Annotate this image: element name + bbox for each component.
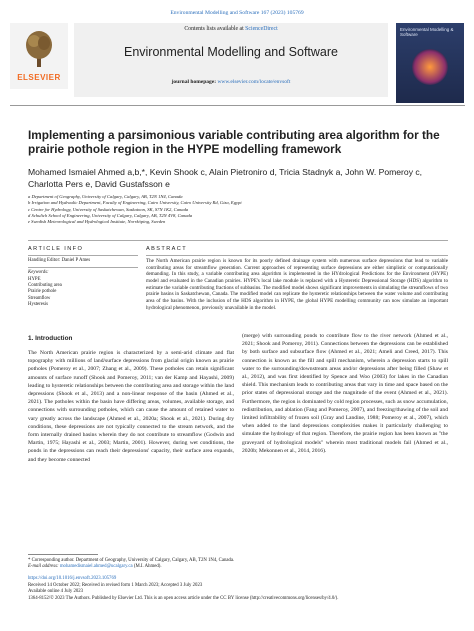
elsevier-logo[interactable] [10,23,68,89]
affiliation-item: c Centre for Hydrology, University of Saskatchewan, Saskatoon, SK, S7N 1K2, Canada [28,206,189,212]
intro-column-right: (merge) with surrounding ponds to contribute flow to the river network (Ahmed et al., 2021; Shook and Pomeroy, 2011). Connections between the depressions can be established by both surface and subsurface flow (Ahmed et al., 2021; Ameli and Creed, 2017). This connection is known as the fill and spill mechanism, wherein a depression starts to spill water to the surrounding/downstream areas and/or depressions after being filled (Shaw et al., 2012), and was first identified by Spence and Woo (2003) for lakes in the Canadian shield. This mechanism leads to contributing areas that vary in time and space based on the prior states of depressional storage and the magnitude of the event (Ahmed et al., 2021). Furthermore, the region is dominated by cold region processes, such as snow accumulation, redistribution, and ablation (Fang and Pomeroy, 2007), and freezing/thawing of the soil and limited infiltrability of frozen soil (Gray and Landine, 1988; Pomeroy et al., 2007), which when added to the land depressions complexities makes it particularly challenging to simulate the hydrology of that region. Therefore, the prairie region has been known as "the graveyard of hydrological models" wherein most traditional models fail (Ahmed et al., 2020b; Mekonnen et al., 2014, 2016). [242,333,448,454]
author-list[interactable]: Mohamed Ismaiel Ahmed a,b,*, Kevin Shook c, Alain Pietroniro d, Tricia Stadnyk a, John W. Pomeroy c, Charlotta Pers e, David Gustafsson e [28,167,423,189]
journal-reference[interactable]: Environmental Modelling and Software 167 (2023) 105769 [170,10,304,16]
affiliations [28,194,328,225]
homepage-line [74,79,388,85]
article-title: Implementing a parsimonious variable contributing area algorithm for the prairie pothole region in the HYPE modelling framework [28,128,440,156]
footnote [28,558,448,571]
homepage-link[interactable]: www.elsevier.com/locate/envsoft [217,79,291,85]
masthead-band [74,23,388,97]
cover-title: Environmental Modelling & Software [400,27,454,37]
keyword-item: Hysteresis [28,301,48,307]
abstract-heading: ABSTRACT [146,246,188,252]
journal-cover-image[interactable] [396,23,464,103]
section-heading: 1. Introduction [28,335,73,342]
keyword-item: Prairie pothole [28,289,57,295]
email-line [28,564,448,570]
doi-link[interactable]: https://doi.org/10.1016/j.envsoft.2023.105769 [28,576,117,581]
abstract-text: The North American prairie region is known for its poorly defined drainage system with numerous surface depressions that lead to variable contributing areas for streamflow generation. Current approaches of representing surface depressions are either simplistic or computationally demanding. In this study, a variable contributing area algorithm is implemented in the HYdrological Predictions for the Environment (HYPE) model and evaluated in the Canadian prairies. HYPE's local lake module is replaced with a Hysteretic Depressional Storage (HDS) algorithm to estimate the variable contributing fractions of subbasins. The modified model shows significant improvements in simulating the streamflows of two prairie basins in Saskatchewan, Canada. The modified model can replicate the hysteretic relationships between the water volume and contributing area of the basins. With the inclusion of the HDS algorithm in HYPE, the global HYPE modelling community can now simulate an important hydrological phenomenon, previously unavailable in the model. [146,258,448,311]
keyword-list [28,277,138,308]
keywords-label: Keywords: [28,270,49,275]
email-label: E-mail address: [28,564,60,570]
affiliation-item: b Irrigation and Hydraulic Department, Faculty of Engineering, Cairo University, Cairo University Rd, Giza, Egypt [28,200,242,206]
journal-masthead [10,21,465,106]
footnote-divider [28,554,98,555]
affiliation-item: a Department of Geography, University of Calgary, Calgary, AB, T2N 1N4, Canada [28,194,183,199]
contents-prefix: Contents lists available at [184,26,246,32]
keyword-item: Contributing area [28,283,62,289]
online-date: Available online 4 July 2023 [28,589,84,595]
handling-editor: Handling Editor: Daniel P Ames [28,258,91,263]
elsevier-tree-icon [24,29,54,69]
cover-art-icon [412,49,448,85]
article-info-heading: ARTICLE INFO [28,246,84,252]
sciencedirect-link[interactable]: ScienceDirect [245,26,278,32]
abstract-divider [146,255,448,256]
elsevier-wordmark: ELSEVIER [17,73,61,82]
journal-name[interactable]: Environmental Modelling and Software [123,45,338,59]
affiliation-item: e Swedish Meteorological and Hydrological Institute, Norrköping, Sweden [28,219,166,225]
keyword-item: HYPE [28,277,41,282]
email-link[interactable]: mohamedismaiel.ahmed@ucalgary.ca [59,564,133,570]
homepage-prefix: journal homepage: [171,79,218,85]
corresponding-author: * Corresponding author. Department of Geography, University of Calgary, Calgary, AB, T2N 1N4, Canada. [28,558,235,563]
section-divider [28,240,448,241]
publication-details [28,576,468,602]
article-info-divider [28,255,138,256]
affiliation-item: d Schulich School of Engineering, University of Calgary, Calgary, AB, T2N 4V8, Canada [28,212,193,218]
keywords-divider [28,267,138,268]
license-text: 1364-8152/© 2023 The Authors. Published by Elsevier Ltd. This is an open access article under the CC BY license (http://creativecommons.org/licenses/by/4.0/). [28,595,339,601]
email-suffix: (M.I. Ahmed). [132,564,162,570]
keyword-item: Streamflow [28,295,51,301]
contents-line [74,26,388,32]
received-dates: Received 14 October 2022; Received in revised form 1 March 2023; Accepted 3 July 2023 [28,582,203,588]
intro-column-left: The North American prairie region is characterized by a semi-arid climate and flat topography with millions of land/surface depressions from glacial origin known as prairie potholes (Pomeroy et al., 2007; Zhang et al., 2009). These potholes can retain significant amounts of surface runoff (Shook and Pomeroy, 2011; van der Kamp and Hayashi, 2009) leading to hysteretic relationships between the contributing area and storage within the land depressions (Shook et al., 2013) and a non-linear response of the basin (Ahmed et al., 2021). The potholes within the basin have differing areas, volumes, available storage, and connections with surrounding potholes, which can cause the amount of retained water to vary greatly across the landscape (Ahmed et al., 2020a; Shook et al., 2021). During dry conditions, these depressions are not typically connected to the stream network, and the form internally drained basins wherein they do not contribute to streamflow (Godwin and Martin, 1975; Hayashi et al., 2003; Martin, 2001). However, during wet conditions, the ponds in the depressions can reach their depressions' capacity, their surface area expands, and they become connected [28,350,234,463]
